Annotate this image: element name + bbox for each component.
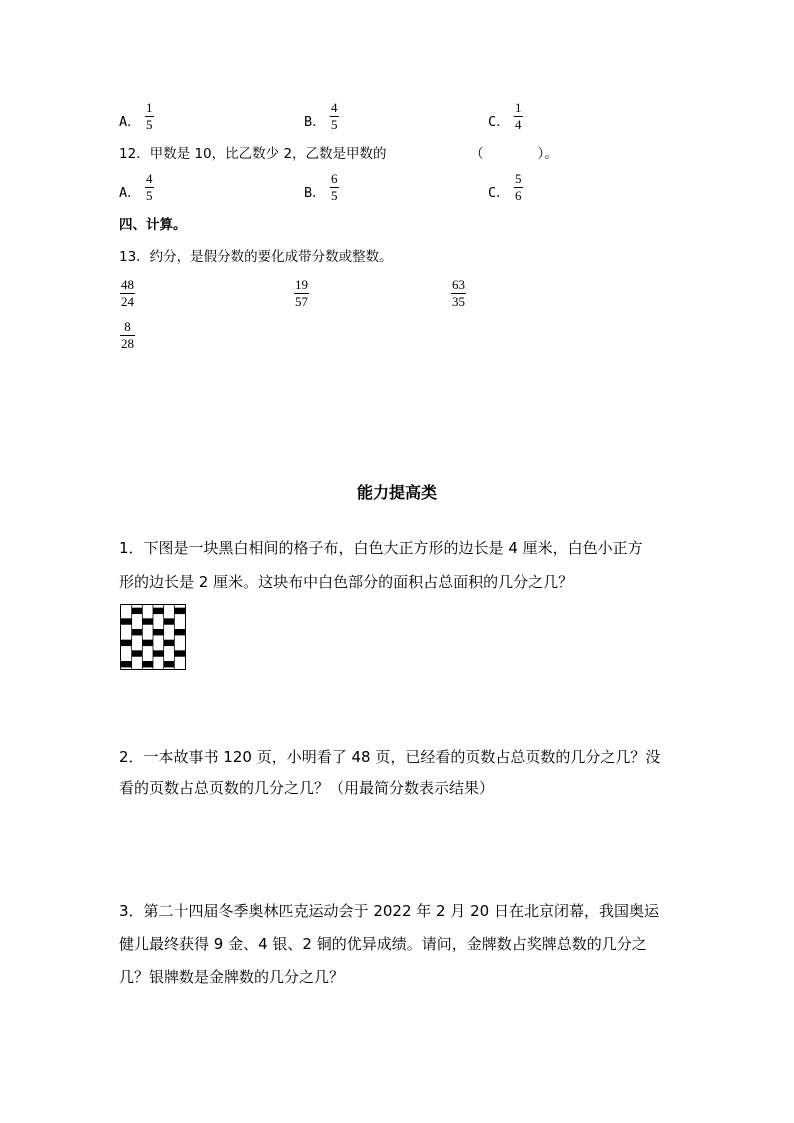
black-cell — [174, 629, 185, 635]
problem-2-line-2: 看的页数占总页数的几分之几？（用最简分数表示结果） — [119, 779, 495, 797]
numerator: 4 — [331, 100, 338, 115]
denominator: 5 — [146, 117, 153, 132]
numerator: 19 — [295, 277, 308, 292]
numerator: 5 — [515, 171, 522, 186]
denominator: 28 — [121, 336, 134, 351]
denominator: 24 — [121, 294, 134, 309]
denominator: 5 — [331, 188, 338, 203]
black-cell — [153, 608, 164, 614]
q12-option-c-fraction — [514, 172, 523, 203]
black-cell — [174, 608, 185, 614]
q11-option-c-letter: C． — [488, 114, 510, 130]
q13-fraction-2 — [294, 278, 309, 309]
numerator: 1 — [146, 100, 153, 115]
black-cell — [174, 650, 185, 656]
section-heading: 四、计算。 — [119, 217, 187, 233]
black-cell — [121, 640, 132, 646]
black-cell — [121, 618, 132, 624]
section-title: 能力提高类 — [356, 483, 437, 502]
denominator: 6 — [515, 188, 522, 203]
denominator: 5 — [146, 188, 153, 203]
q11-option-a-fraction — [145, 101, 154, 132]
q12-option-c-letter: C． — [488, 185, 510, 201]
numerator: 6 — [331, 171, 338, 186]
q12-option-b-letter: B． — [304, 185, 326, 201]
problem-3-line-2: 健儿最终获得 9 金、4 银、2 铜的优异成绩。请问，金牌数占奖牌总数的几分之 — [119, 935, 647, 953]
problem-1-line-1: 1．下图是一块黑白相间的格子布，白色大正方形的边长是 4 厘米，白色小正方 — [119, 539, 643, 557]
denominator: 4 — [515, 117, 522, 132]
denominator: 35 — [452, 294, 465, 309]
numerator: 8 — [124, 319, 131, 334]
black-cell — [132, 650, 143, 656]
checkered-cloth-figure — [120, 604, 186, 670]
black-cell — [164, 640, 175, 646]
problem-1-line-2: 形的边长是 2 厘米。这块布中白色部分的面积占总面积的几分之几？ — [119, 573, 574, 591]
q13-fraction-1 — [120, 278, 135, 309]
numerator: 4 — [146, 171, 153, 186]
q12-option-a-letter: A． — [119, 185, 141, 201]
denominator: 57 — [295, 294, 308, 309]
black-cell — [164, 661, 175, 667]
black-cell — [132, 629, 143, 635]
q11-option-b-fraction — [330, 101, 339, 132]
numerator: 48 — [121, 277, 134, 292]
q13-fraction-3 — [451, 278, 466, 309]
problem-3-line-3: 几？银牌数是金牌数的几分之几？ — [119, 968, 345, 986]
numerator: 1 — [515, 100, 522, 115]
black-cell — [142, 640, 153, 646]
problem-3-line-1: 3．第二十四届冬季奥林匹克运动会于 2022 年 2 月 20 日在北京闭幕，我国奥运 — [119, 902, 659, 920]
q12-answer-blank: （ ）。 — [470, 146, 558, 162]
black-cell — [164, 618, 175, 624]
black-cell — [142, 661, 153, 667]
problem-2-line-1: 2．一本故事书 120 页，小明看了 48 页，已经看的页数占总页数的几分之几？没 — [119, 748, 661, 766]
q11-option-b-letter: B． — [304, 114, 326, 130]
black-cell — [153, 650, 164, 656]
q13-fraction-4 — [120, 320, 135, 351]
q12-option-a-fraction — [145, 172, 154, 203]
black-cell — [121, 661, 132, 667]
black-cell — [142, 618, 153, 624]
q12-option-b-fraction — [330, 172, 339, 203]
numerator: 63 — [452, 277, 465, 292]
q11-option-a-letter: A． — [119, 114, 141, 130]
q11-option-c-fraction — [514, 101, 523, 132]
denominator: 5 — [331, 117, 338, 132]
q13-stem: 13．约分，是假分数的要化成带分数或整数。 — [119, 249, 393, 265]
black-cell — [153, 629, 164, 635]
q12-stem: 12．甲数是 10，比乙数少 2，乙数是甲数的 — [119, 146, 387, 162]
black-cell — [132, 608, 143, 614]
